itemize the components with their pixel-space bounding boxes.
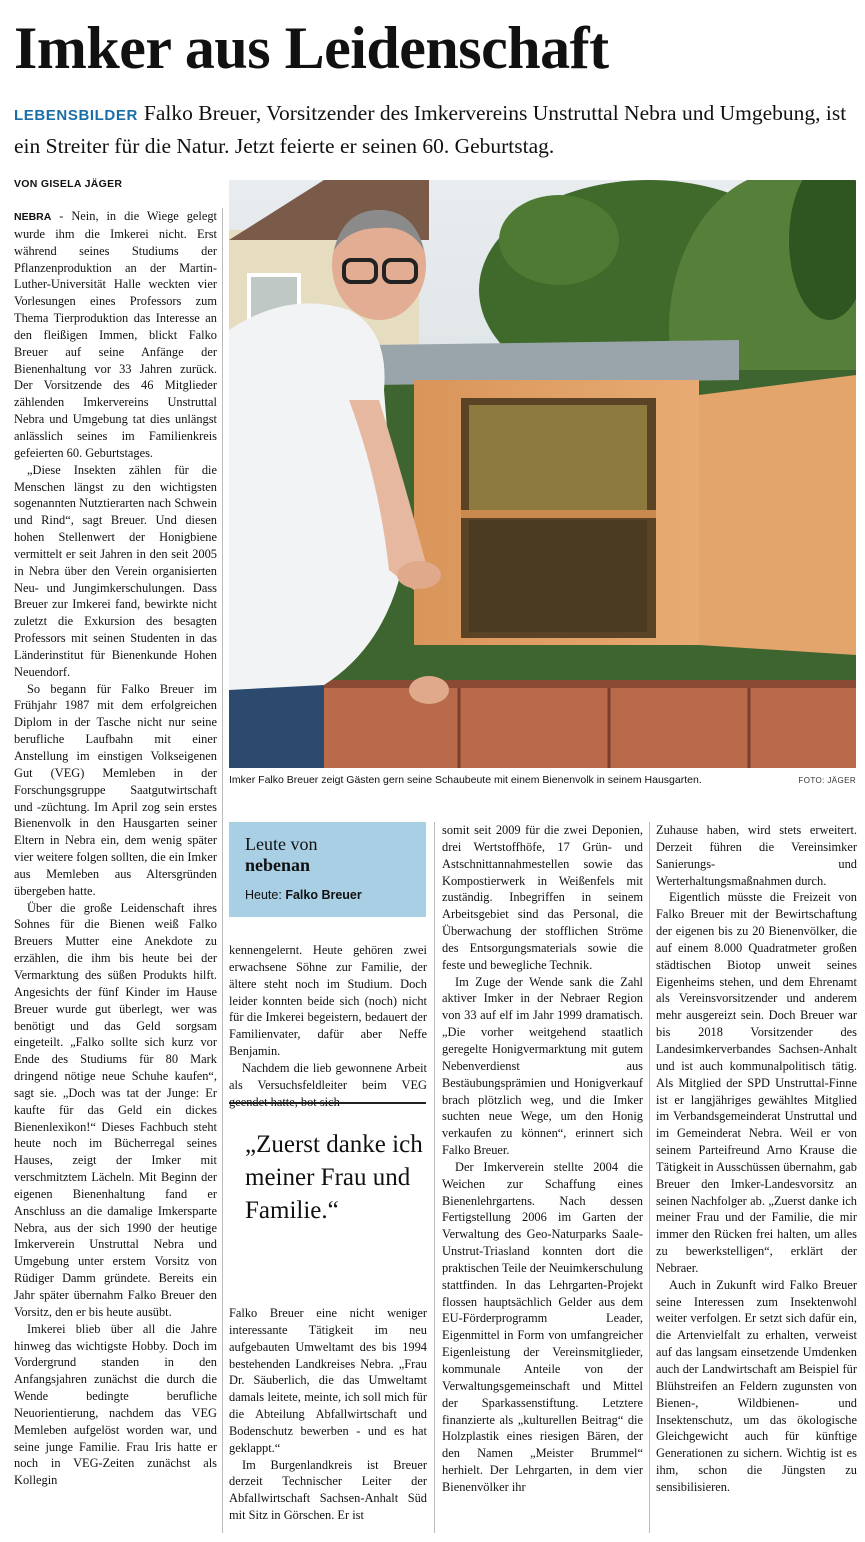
paragraph: Eigentlich müsste die Freizeit von Falko Breuer mit der Bewirtschaftung der eigenen bis zu 20 Bienenvölker, die auf einem 8.000 Quadratmeter großen städtischen Biotop unweit seines Eigenheims stehen, und dem Ehrenamt als Vereinsvorsitzender und anderem mehr ausgereizt sein. Doch Breuer war bis 2018 Vorsitzender des Landesimkerverbandes Sachsen-Anhalt und ist auch kommunalpolitisch tätig. Als Mitglied der SPD Unstruttal-Finne ist er langjähriges gewähltes Mitglied im Verbandsgemeinderat Unstruttal und im Gemeinderat Nebra. Weil er von seinem Parteifreund Arno Krause die Tätigkeit in Ausschüssen übernahm, gab Breuer den Imker-Landesvorsitz an seinen Nachfolger ab. „Zuerst danke ich meiner Frau und der Familie, die mir immer den Rücken frei halten, um alles zu bewerkstelligen“, erklärt der Nebraer.	[656, 890, 857, 1275]
article-column-3	[442, 822, 643, 1496]
column-divider	[222, 208, 223, 1533]
article-column-1	[14, 208, 217, 1489]
pull-quote	[245, 1128, 425, 1227]
infobox-person: Falko Breuer	[285, 888, 362, 902]
paragraph: Zuhause haben, wird stets erweitert. Derzeit führen die Vereinsimker Sanierungs- und Werterhaltungsmaßnahmen durch.	[656, 823, 857, 888]
paragraph: „Diese Insekten zählen für die Menschen längst zu den wichtigsten sogenannten Nutztierarten nach Schwein und Rind“, sagt Breuer. Und diesen hohen Stellenwert der Honigbiene vermittelt er seit Jahren in den seit 2005 in Nebra über den Verein organisierten Neu- und Jungimkerschulungen. Dass Breuer zur Imkerei fand, bewirkte nicht zuletzt die Exkursion des besagten Professors mit seinen Studenten in das Länderinstitut für Bienenkunde Hohen Neuendorf.	[14, 462, 217, 679]
paragraph: So begann für Falko Breuer im Frühjahr 1987 mit dem erfolgreichen Diplom in der Tasche nicht nur seine berufliche Laufbahn mit einer Anstellung im einstigen Volkseigenen Gut (VEG) Memleben in der Forschungsgruppe Saatgutwirtschaft und -züchtung. Im April zog sein erstes Bienenvolk in den Hausgarten seiner Eltern in Nebra ein, dem wenig später vier weitere folgen sollten, die ein Imker aus Memleben aus Altersgründen übergeben hatte.	[14, 681, 217, 898]
infobox-title-line1: Leute von	[245, 834, 318, 854]
article-photo	[229, 180, 856, 768]
paragraph: Falko Breuer eine nicht weniger interessante Tätigkeit im neu aufgebauten Umweltamt des bis 1994 bestehenden Landkreises Nebra. „Frau Dr. Säuberlich, die das Umweltamt damals leitete, meinte, ich soll mich für die Abteilung Abfallwirtschaft und Bodenschutz bewerben - und es hat geklappt.“	[229, 1306, 427, 1455]
paragraph: Imkerei blieb über all die Jahre hinweg das wichtigste Hobby. Doch im Vordergrund standen in den Anfangsjahren zunächst die durch die Wende bedingte berufliche Neuorientierung, nachdem das VEG Memleben aufgelöst worden war, und seine junge Familie. Frau Iris hatte er noch in VEG-Zeiten zunächst als Kollegin	[14, 1321, 217, 1488]
article-column-2-bottom	[229, 1305, 427, 1524]
byline: VON GISELA JÄGER	[14, 178, 123, 190]
column-divider	[649, 822, 650, 1533]
article-column-2-top	[229, 942, 427, 1110]
infobox-subtitle: Heute: Falko Breuer	[245, 888, 362, 902]
photo-beekeeper-hive	[229, 180, 856, 768]
paragraph: NEBRA - Nein, in die Wiege gelegt wurde ihm die Imkerei nicht. Erst während seines Studiums der Pflanzenproduktion an der Martin-Luther-Universität Halle weckten vier Vorlesungen eines Professors zum Thema Tierproduktion das Interesse an den fleißigen Immen, blickt Falko Breuer auf seine Anfänge der Bienenhaltung vor 33 Jahren zurück. Der Vorsitzende des 46 Mitglieder zählenden Imkervereins Unstruttal Nebra und Umgebung tat dies unlängst anlässlich seines im Familienkreis gefeierten 60. Geburtstages.	[14, 209, 217, 460]
lead-paragraph	[14, 98, 859, 162]
quote-rule-top	[229, 1102, 426, 1104]
section-kicker: LEBENSBILDER	[14, 107, 138, 124]
paragraph: Nachdem die lieb gewonnene Arbeit als Versuchsfeldleiter beim VEG	[229, 1060, 427, 1092]
headline: Imker aus Leidenschaft	[14, 15, 609, 81]
dateline: NEBRA	[14, 211, 52, 223]
paragraph: somit seit 2009 für die zwei Deponien, drei Wertstoffhöfe, 17 Grün- und Astschnittannahmestellen sowie das Kompostierwerk in Weißenfels mit zuständig. Inbegriffen in seinem Arbeitsgebiet sind das Personal, die Überwachung der stofflichen Ströme des Entsorgungsmaterials sowie die feste und bewegliche Technik.	[442, 823, 643, 972]
paragraph: Im Zuge der Wende sank die Zahl aktiver Imker in der Nebraer Region von 33 auf elf im Jahr 1999 dramatisch. „Die vorher weitgehend staatlich geregelte Honigvermarktung mit gutem Nebenverdienst aus Bestäubungsprämien und Honigverkauf brach plötzlich weg, und die Imker suchten neue Wege, um den Honig verkaufen zu können“, erinnert sich Falko Breuer.	[442, 974, 643, 1158]
infobox-title-line2: nebenan	[245, 855, 311, 875]
article-column-4	[656, 822, 857, 1496]
paragraph: Auch in Zukunft wird Falko Breuer seine Interessen zum Insektenwohl weiter verfolgen. Er setzt sich dafür ein, die Artenvielfalt zu erhalten, verweist auf das langsam einsetzende Umdenken auch der Landwirtschaft am Beispiel für Blühstreifen an Feldern zugunsten von Bienen-, Wildbienen- und Insektenschutz, um das ökologische Gleichgewicht auch für künftige Generationen zu sichern. Wichtig ist es ihm, schon die Jüngsten zu sensibilisieren.	[656, 1277, 857, 1494]
photo-caption	[229, 772, 856, 788]
lead-text: Falko Breuer, Vorsitzender des Imkervereins Unstruttal Nebra und Umgebung, ist ein Streiter für die Natur. Jetzt feierte er seinen 60. Geburtstag.	[14, 101, 847, 158]
photo-credit: FOTO: JÄGER	[798, 776, 856, 785]
paragraph: kennengelernt. Heute gehören zwei erwachsene Söhne zur Familie, der ältere steht noch im Studium. Doch leider konnten beide sich (noch) nicht für die Imkerei begeistern, bedauert der Familienvater, dafür aber Neffe Benjamin.	[229, 943, 427, 1059]
column-divider	[434, 822, 435, 1533]
paragraph: Über die große Leidenschaft ihres Sohnes für die Bienen weiß Falko Breuers Mutter eine Anekdote zu erzählen, die ihm bis heute bei der Vermarktung des süßen Produkts hilft. Angesichts der fünf Kinder im Hause Breuer wurde gut überlegt, wer was benötigt und das Geld sorgsam eingeteilt. „Falko sollte sich kurz vor Ende des Studiums für 80 Mark dringend nötige neue Schuhe kaufen“, sagt sie. „Doch was tat der Junge: Er kaufte für das Geld ein dickes Bienenlexikon!“ Dieses Fachbuch steht heute noch im Bücherregal seines Hauses, zeigt der Imker mit verschmitztem Lächeln. Mit Beginn der eigenen Bienenhaltung fand er Anschluss an die damalige Imkersparte Nebra, aus der sich 1990 der heutige Imkerverein Unstruttal Nebra und Umgebung unter erstem Vorsitz von Rüdiger Damm gründete. Bereits ein Jahr später übernahm Falko Breuer den Vorsitz, den er bis heute ausübt.	[14, 900, 217, 1319]
paragraph: Im Burgenlandkreis ist Breuer derzeit Technischer Leiter der Abfallwirtschaft Sachsen-Anhalt Süd mit Sitz in Görschen. Er ist	[229, 1457, 427, 1523]
pull-quote-text: „Zuerst danke ich meiner Frau und Familie.“	[245, 1131, 423, 1224]
paragraph: Der Imkerverein stellte 2004 die Weichen zur Schaffung eines Bienenlehrgartens. Nach dessen Fertigstellung 2006 im Garten der Verwaltung des Geo-Naturparks Saale-Unstrut-Triasland konnten dort die praktischen Teile der Neuimkerschulung stattfinden. In das Lehrgarten-Projekt flossen hauptsächlich Gelder aus dem EU-Förderprogramm Leader, Eigenmittel in Form von umfangreicher Eigenleistung der Vereinsmitglieder, kommunale Anteile von der Verwaltungsgemeinschaft und Mittel der Sparkassenstiftung. Letztere finanzierte als „kulturellen Beitrag“ die Holzplastik eines riesigen Bären, der den Namen „Meister Brummel“ herhielt. Der Lehrgarten, in dem vier Bienenvölker ihr	[442, 1159, 643, 1494]
caption-text: Imker Falko Breuer zeigt Gästen gern seine Schaubeute mit einem Bienenvolk in seinem Hausgarten.	[229, 774, 702, 786]
series-infobox	[229, 822, 426, 917]
